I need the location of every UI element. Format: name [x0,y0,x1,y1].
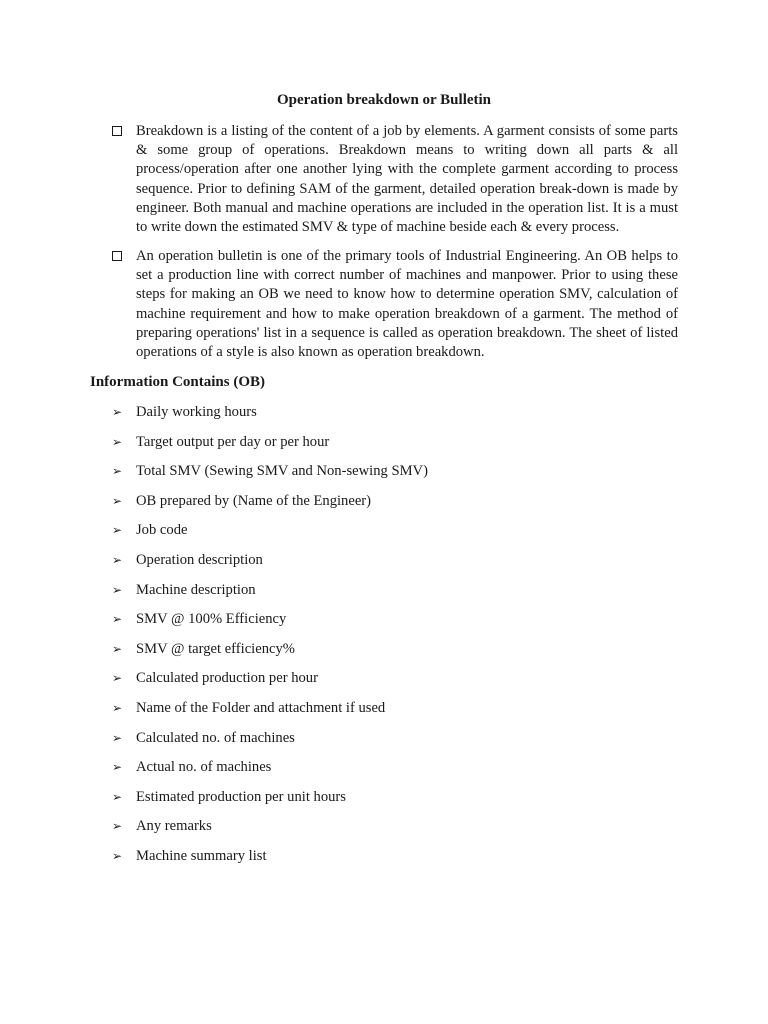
arrow-bullet-icon: ➢ [112,700,123,715]
arrow-bullet-icon: ➢ [112,582,123,597]
list-item: ➢ Job code [112,522,188,539]
arrow-bullet-icon: ➢ [112,848,123,863]
list-item: ➢ Estimated production per unit hours [112,788,346,805]
arrow-bullet-icon: ➢ [112,819,123,834]
checkbox-bullet-icon [112,251,122,261]
arrow-bullet-icon: ➢ [112,552,123,567]
list-item: ➢ Target output per day or per hour [112,433,330,450]
list-item: ➢ Actual no. of machines [112,759,272,776]
arrow-bullet-icon: ➢ [112,493,123,508]
paragraph-text: An operation bulletin is one of the primary tools of Industrial Engineering. An OB helps to set a production line with correct number of machines and manpower. Prior to using these steps for making an OB we need to know how to determine operation SMV, calculation of machine requirement and how to make operation breakdown of a garment. The method of preparing operations' list in a sequence is called as operation breakdown. The sheet of listed operations of a style is also known as operation breakdown. [136,248,678,361]
arrow-bullet-icon: ➢ [112,760,123,775]
checkbox-bullet-icon [112,126,122,136]
list-item: ➢ Machine description [112,581,256,598]
arrow-bullet-icon: ➢ [112,789,123,804]
list-item: ➢ Total SMV (Sewing SMV and Non-sewing SMV) [112,463,428,480]
list-item: ➢ SMV @ 100% Efficiency [112,611,287,628]
list-item: ➢ SMV @ target efficiency% [112,640,295,657]
list-item: ➢ OB prepared by (Name of the Engineer) [112,492,372,509]
arrow-bullet-icon: ➢ [112,730,123,745]
list-item: ➢ Any remarks [112,818,212,835]
paragraph-bulletin [112,247,678,362]
paragraph-breakdown [112,122,678,237]
list-item: ➢ Calculated no. of machines [112,729,295,746]
list-item: ➢ Calculated production per hour [112,670,318,687]
arrow-bullet-icon: ➢ [112,612,123,627]
list-item: ➢ Daily working hours [112,404,257,420]
info-list [112,403,428,877]
section-heading: Information Contains (OB) [90,374,266,390]
arrow-bullet-icon: ➢ [112,405,123,419]
arrow-bullet-icon: ➢ [112,434,123,449]
arrow-bullet-icon: ➢ [112,523,123,538]
arrow-bullet-icon: ➢ [112,464,123,479]
page-title: Operation breakdown or Bulletin [276,92,492,108]
arrow-bullet-icon: ➢ [112,641,123,656]
list-item: ➢ Operation description [112,551,263,568]
list-item: ➢ Machine summary list [112,847,267,864]
paragraph-text: Breakdown is a listing of the content of a job by elements. A garment consists of some parts & some group of operations. Breakdown means to writing down all parts & all process/operation after one another lying with the complete garment according to process sequence. Prior to defining SAM of the garment, detailed operation break-down is made by engineer. Both manual and machine operations are included in the operation list. It is a must to write down the estimated SMV & type of machine beside each & every process. [136,123,678,236]
arrow-bullet-icon: ➢ [112,671,123,686]
list-item: ➢ Name of the Folder and attachment if used [112,699,386,716]
